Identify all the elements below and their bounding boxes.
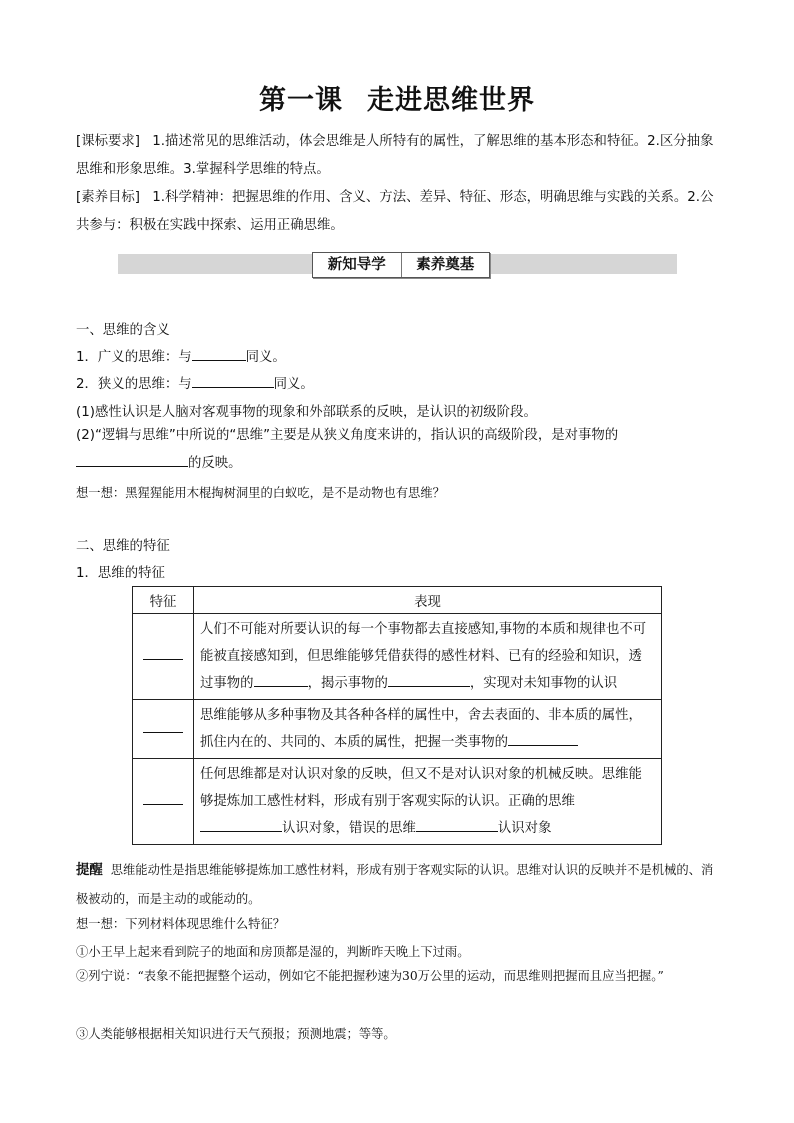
page-title — [0, 78, 794, 117]
row3-text-b: 认识对象，错误的思维 — [282, 821, 416, 836]
title-lesson-number: 第一课 — [259, 85, 343, 116]
fill-blank — [508, 731, 578, 746]
item2-pre: 2．狭义的思维：与 — [76, 377, 192, 392]
column-header-manifestation: 表现 — [194, 587, 662, 614]
reminder-text: 思维能动性是指思维能够提炼加工感性材料，形成有别于客观实际的认识。思维对认识的反映并不是机械的、消极被动的，而是主动的或能动的。 — [76, 863, 714, 906]
table-row — [133, 700, 662, 759]
row1-text-c: ，实现对未知事物的认识 — [469, 676, 618, 691]
curriculum-text: 1.描述常见的思维活动，体会思维是人所特有的属性，了解思维的基本形态和特征。2.区分抽象思维和形象思维。3.掌握科学思维的特点。 — [76, 134, 714, 177]
fill-blank — [254, 672, 308, 687]
fill-blank — [143, 724, 183, 733]
column-header-feature: 特征 — [133, 587, 194, 614]
reminder-note — [76, 856, 720, 913]
row1-text-a: 人们不可能对所要认识的每一个事物都去直接感知,事物的本质和规律也不可能被直接感知到，但思维能够凭借获得的感性材料、已有的经验和知识，透过事物的 — [200, 622, 647, 691]
fill-blank — [200, 817, 282, 832]
logic-thinking-tail: 的反映。 — [188, 456, 242, 471]
fill-blank — [143, 651, 183, 660]
literacy-goals — [76, 184, 720, 240]
reminder-label: 提醒 — [76, 863, 103, 878]
table-row — [133, 759, 662, 845]
fill-blank — [143, 796, 183, 805]
think-question-1 — [76, 483, 445, 501]
banner-right-label: 素养奠基 — [416, 257, 475, 273]
item1-post: 同义。 — [245, 350, 286, 365]
fill-blank — [416, 817, 498, 832]
item2-post: 同义。 — [273, 377, 314, 392]
fill-blank — [192, 373, 274, 388]
title-lesson-name: 走进思维世界 — [367, 85, 535, 116]
row1-text-b: ，揭示事物的 — [307, 676, 388, 691]
literacy-text: 1.科学精神：把握思维的作用、含义、方法、差异、特征、形态，明确思维与实践的关系。2.公共参与：积极在实践中探索、运用正确思维。 — [76, 190, 714, 233]
section2-subheading: 1．思维的特征 — [76, 566, 165, 581]
feature-cell — [133, 759, 194, 845]
literacy-tag: [素养目标] — [76, 190, 141, 205]
fill-blank — [192, 346, 246, 361]
curriculum-tag: [课标要求] — [76, 134, 141, 149]
broad-thinking-item — [76, 346, 286, 365]
banner-left-label: 新知导学 — [327, 257, 386, 273]
fill-blank — [76, 452, 188, 467]
material-1: ①小王早上起来看到院子的地面和房顶都是湿的，判断昨天晚上下过雨。 — [76, 945, 470, 959]
think-label: 想一想： — [76, 486, 126, 500]
manifestation-cell — [194, 614, 662, 700]
section1-heading: 一、思维的含义 — [76, 323, 170, 338]
think-question-2: 想一想：下列材料体现思维什么特征？ — [76, 917, 286, 931]
row3-text-c: 认识对象 — [497, 821, 552, 836]
manifestation-cell — [194, 759, 662, 845]
think-text: 黑猩猩能用木棍掏树洞里的白蚁吃，是不是动物也有思维？ — [125, 486, 445, 500]
section-banner — [312, 252, 490, 278]
feature-cell — [133, 614, 194, 700]
row2-text: 思维能够从多种事物及其各种各样的属性中，舍去表面的、非本质的属性，抓住内在的、共同的、本质的属性，把握一类事物的 — [200, 708, 642, 750]
table-header-row — [133, 587, 662, 614]
row3-text-a: 任何思维都是对认识对象的反映，但又不是对认识对象的机械反映。思维能够提炼加工感性材料，形成有别于客观实际的认识。正确的思维 — [200, 767, 642, 809]
perceptual-knowledge-text: (1)感性认识是人脑对客观事物的现象和外部联系的反映，是认识的初级阶段。 — [76, 405, 537, 420]
section2-heading: 二、思维的特征 — [76, 539, 170, 554]
logic-thinking-sentence: (2)“逻辑与思维”中所说的“思维”主要是从狭义角度来讲的，指认识的高级阶段，是对事物的 — [76, 428, 619, 443]
thinking-features-table — [132, 586, 662, 845]
material-2: ②列宁说：“表象不能把握整个运动，例如它不能把握秒速为30万公里的运动，而思维则把握而且应当把握。” — [76, 969, 664, 983]
material-3: ③人类能够根据相关知识进行天气预报；预测地震；等等。 — [76, 1027, 396, 1041]
logic-thinking-text — [76, 422, 720, 478]
manifestation-cell — [194, 700, 662, 759]
item1-pre: 1．广义的思维：与 — [76, 350, 192, 365]
table-row — [133, 614, 662, 700]
feature-cell — [133, 700, 194, 759]
curriculum-requirements — [76, 128, 720, 184]
fill-blank — [388, 672, 470, 687]
narrow-thinking-item — [76, 373, 314, 392]
